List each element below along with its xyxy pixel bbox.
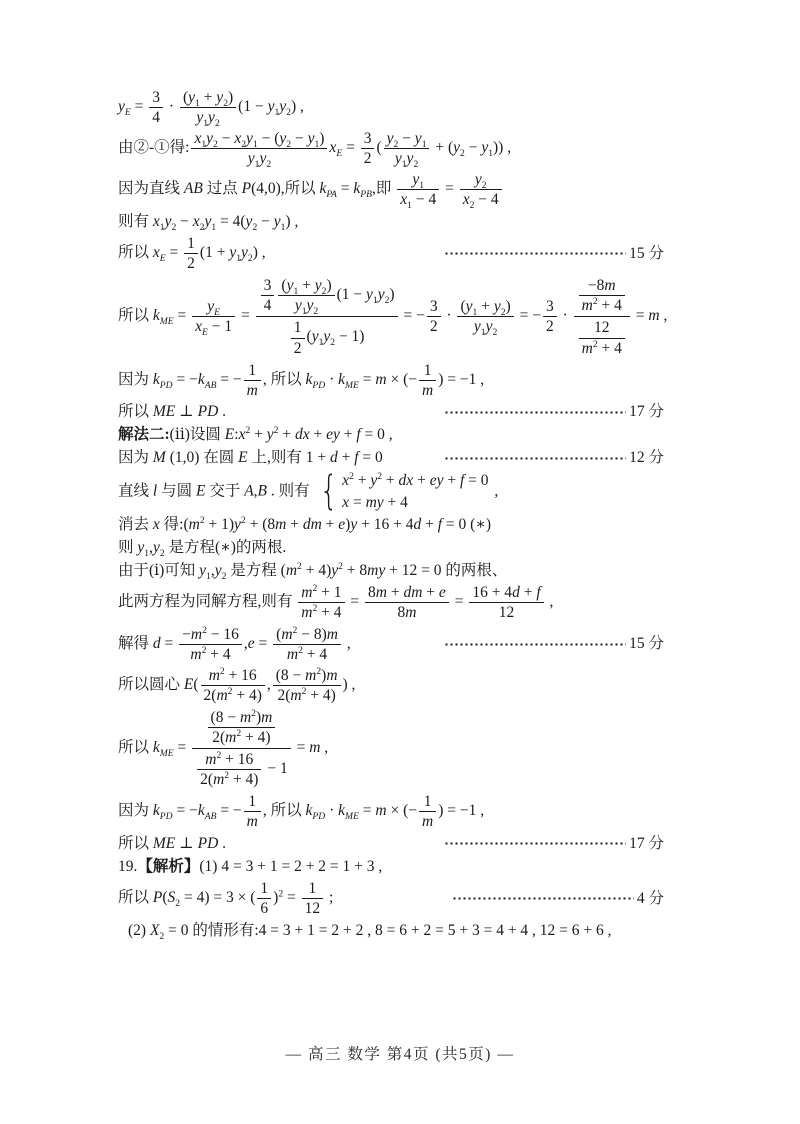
system-row: x = my + 4 — [342, 494, 408, 512]
score-marker — [444, 634, 664, 653]
fraction: $\frac{y_1}{x_1 - 4}$ — [397, 171, 439, 208]
system-row: $x^2 + y^2$ + dx + ey + f = 0 — [342, 470, 489, 489]
fraction: $\frac{3}{2}$ — [427, 298, 441, 335]
fraction: $\frac{3}{4}$ $\frac{(y_1 + y_2)}{y_1y_2}$ $(1 - y_1y_2)$ $\frac{1}{2}$ $(y_1y_2 - 1)$ — [256, 276, 398, 357]
formula-expression: 解法二:(ⅱ)设圆 $E:x^2 + y^2$ + dx + ey + f = 0 , — [118, 425, 393, 444]
score-marker — [444, 448, 664, 467]
formula-lines — [118, 86, 668, 943]
score-marker — [452, 889, 664, 908]
formula-line — [118, 234, 664, 273]
formula-expression: 19.【解析】(1) 4 = 3 + 1 = 2 + 2 = 1 + 3 , — [118, 857, 383, 875]
fraction: $\frac{3}{2}$ — [543, 298, 557, 335]
formula-expression: 因为 M (1,0) 在圆 E 上,则有 1 + d + f = 0 — [118, 449, 383, 467]
formula-expression: 因为 $k_{PD} = -k_{AB}$ = − $\frac{1}{m}$ , 所以 $k_{PD} \cdot k_{ME} = m$ × (− $\frac{1}{m}$ ) = −1 , — [118, 792, 485, 830]
formula-line — [118, 707, 664, 790]
formula-expression: 所以圆心 E( $\frac{m^2 + 16}{2(m^2 + 4)}$ , $\frac{(8 - m^2)m}{2(m^2 + 4)}$ ) , — [118, 665, 356, 704]
score-marker — [444, 244, 664, 263]
formula-line — [118, 583, 664, 622]
score-marker — [444, 834, 664, 853]
formula-expression: 所以 ME ⊥ PD . — [118, 403, 227, 421]
dotted-leader — [444, 252, 626, 255]
dotted-leader — [444, 457, 626, 460]
formula-expression: 消去 x 得$:(m^2 + 1)y^2 + (8m$ + dm + e)y + 16 + 4d + f = 0 (∗) — [118, 515, 492, 534]
fraction: $\frac{1}{m}$ — [244, 793, 261, 830]
formula-line — [118, 560, 664, 581]
formula-expression: 则有 $x_1y_2 - x_2y_1 = 4(y_2 - y_1)$ , — [118, 213, 299, 233]
fraction: $\frac{m^2 + 1}{m^2 + 4}$ — [298, 584, 344, 621]
formula-line — [118, 467, 664, 515]
formula-line — [118, 448, 664, 469]
formula-line — [118, 170, 664, 212]
footer-text: — 高三 数学 第4页 (共5页) — — [285, 1046, 515, 1063]
fraction: $\frac{y_2 - y_1}{y_1y_2}$ — [384, 130, 430, 167]
formula-line — [118, 129, 664, 168]
dotted-leader — [444, 643, 626, 646]
formula-line — [118, 425, 664, 446]
fraction: $\frac{1}{6}$ — [257, 880, 271, 917]
formula-line — [118, 879, 664, 918]
formula-expression: $y_E$ = $\frac{3}{4}$ · $\frac{(y_1 + y_2)}{y_1y_2}$ $(1 - y_1y_2)$ , — [118, 89, 304, 129]
fraction: $\frac{(y_1 + y_2)}{y_1y_2}$ — [180, 89, 236, 126]
fraction: $\frac{m^2 + 16}{2(m^2 + 4)}$ — [197, 751, 261, 788]
formula-line — [118, 361, 664, 400]
fraction: $\frac{y_E}{x_E - 1}$ — [192, 298, 235, 335]
fraction: $\frac{3}{2}$ — [361, 130, 375, 167]
formula-expression: 所以 $x_E$ = $\frac{1}{2}$ $(1 + y_1y_2)$ , — [118, 235, 266, 273]
formula-expression: 解得 d = $\frac{-m^2 - 16}{m^2 + 4}$ ,e = $\frac{(m^2 - 8)m}{m^2 + 4}$ , — [118, 624, 351, 663]
formula-expression: 所以 $k_{ME}$ = $\frac{y_E}{x_E - 1}$ = $\frac{3}{4}$ $\frac{(y_1 + y_2)}{y_1y_2}$ $(1 - y_1y_2)$ $\frac{1}{2}$ $(y_1y_2 - 1)$ = − $\frac{3}{2}$ · $\frac{(y_1 + y_2)}{y_1y_2}$ = − $\frac{3}{2}$ · $\frac{\frac{-8m}{m^2 + 4}}{\frac{12}{m^2 + 4}}$ = m , — [118, 277, 668, 357]
formula-expression: (2) $X_2 = 0$ 的情形有:4 = 3 + 1 = 2 + 2 , 8 = 6 + 2 = 5 + 3 = 4 + 4 , 12 = 6 + 6 , — [128, 921, 612, 942]
score-label: 4 分 — [636, 889, 664, 907]
dotted-leader — [452, 897, 634, 900]
formula-line — [118, 275, 668, 358]
formula-line — [118, 88, 664, 127]
dotted-leader — [444, 842, 626, 845]
formula-line — [118, 514, 664, 535]
score-label: 15 分 — [629, 245, 664, 263]
fraction — [574, 276, 630, 357]
fraction: $\frac{y_2}{x_2 - 4}$ — [460, 171, 502, 208]
formula-line — [118, 792, 664, 831]
formula-expression: 直线 l 与圆 E 交于 A,B . 则有 { $x^2 + y^2$ + dx + ey + f = 0 x = my + 4 , — [118, 467, 499, 515]
fraction: $\frac{1}{m}$ — [419, 362, 436, 399]
formula-expression: 由②-①得: $\frac{x_1y_2 - x_2y_1 - (y_2 - y_1)}{y_1y_2}$ $x_E$ = $\frac{3}{2}$ ( $\frac{y_2 - y_1}{y_1y_2}$ + $(y_2 - y_1)$) , — [118, 130, 512, 170]
fraction: $\frac{1}{2}$ — [291, 319, 305, 356]
formula-line — [118, 625, 664, 664]
formula-line — [118, 402, 664, 423]
fraction: $\frac{-m^2 - 16}{m^2 + 4}$ — [179, 626, 242, 663]
fraction: $\frac{m^2 + 16}{2(m^2 + 4)}$ — [201, 667, 265, 704]
fraction: $\frac{3}{4}$ — [149, 89, 163, 126]
fraction: $\frac{-8m}{m^2 + 4}$ — [579, 277, 625, 314]
score-label: 12 分 — [629, 449, 664, 467]
fraction: $\frac{(m^2 - 8)m}{m^2 + 4}$ — [273, 626, 341, 663]
formula-expression: 所以 $k_{ME}$ = $\frac{(8 - m^2)m}{2(m^2 + 4)}$ $\frac{m^2 + 16}{2(m^2 + 4)}$ − 1 = m , — [118, 707, 329, 788]
formula-expression: 此两方程为同解方程,则有 $\frac{m^2 + 1}{m^2 + 4}$ = $\frac{8m + dm + e}{8m}$ = $\frac{16 + 4d + f}{12}$ , — [118, 583, 554, 622]
fraction: $\frac{1}{m}$ — [419, 793, 436, 830]
formula-line — [118, 211, 664, 232]
fraction: $\frac{8m + dm + e}{8m}$ — [365, 584, 449, 621]
formula-line — [118, 856, 664, 877]
formula-line — [118, 920, 664, 941]
fraction: $\frac{(y_1 + y_2)}{y_1y_2}$ — [278, 277, 334, 314]
formula-expression: 因为 $k_{PD} = -k_{AB}$ = − $\frac{1}{m}$ , 所以 $k_{PD} \cdot k_{ME} = m$ × (− $\frac{1}{m}$ ) = −1 , — [118, 361, 485, 399]
fraction: $\frac{(8 - m^2)m}{2(m^2 + 4)}$ — [208, 709, 276, 746]
formula-expression: 所以 ME ⊥ PD . — [118, 834, 227, 852]
fraction: $\frac{1}{2}$ — [184, 235, 198, 272]
fraction: $\frac{(y_1 + y_2)}{y_1y_2}$ — [457, 298, 513, 335]
fraction: $\frac{16 + 4d + f}{12}$ — [469, 584, 543, 621]
fraction: $\frac{x_1y_2 - x_2y_1 - (y_2 - y_1)}{y_1y_2}$ — [191, 130, 327, 167]
equation-system — [316, 467, 489, 515]
formula-line — [118, 537, 664, 558]
score-label: 15 分 — [629, 635, 664, 653]
system-brace: { — [319, 467, 338, 515]
formula-expression: 因为直线 AB 过点 P(4,0),所以 $k_{PA} = k_{PB}$,即 $\frac{y_1}{x_1 - 4}$ = $\frac{y_2}{x_2 - 4}$ — [118, 170, 504, 209]
formula-line — [118, 833, 664, 854]
score-label: 17 分 — [629, 403, 664, 421]
fraction: $\frac{(8 - m^2)m}{2(m^2 + 4)}$ — [273, 667, 341, 704]
score-label: 17 分 — [629, 834, 664, 852]
fraction: $\frac{3}{4}$ — [261, 277, 275, 314]
formula-expression: 所以 $P(S_2 = 4) = 3$ × ( $\frac{1}{6}$ )$^2$ = $\frac{1}{12}$ ; — [118, 879, 334, 918]
formula-expression: 则 $y_1,y_2$ 是方程(∗)的两根. — [118, 539, 287, 560]
dotted-leader — [444, 411, 626, 414]
fraction: $\frac{1}{m}$ — [244, 362, 261, 399]
fraction: $\frac{(8 - m^2)m}{2(m^2 + 4)}$ $\frac{m^2 + 16}{2(m^2 + 4)}$ − 1 — [192, 708, 291, 789]
score-marker — [444, 402, 664, 421]
formula-expression: 由于(ⅰ)可知 $y_1,y_2$ 是方程 $(m^2 + 4)y^2 + 8my + 12 = 0$ 的两根、 — [118, 561, 508, 583]
page-footer — [0, 1042, 800, 1064]
fraction: $\frac{1}{12}$ — [302, 880, 324, 917]
fraction: $\frac{12}{m^2 + 4}$ — [579, 319, 625, 356]
formula-line — [118, 666, 664, 705]
